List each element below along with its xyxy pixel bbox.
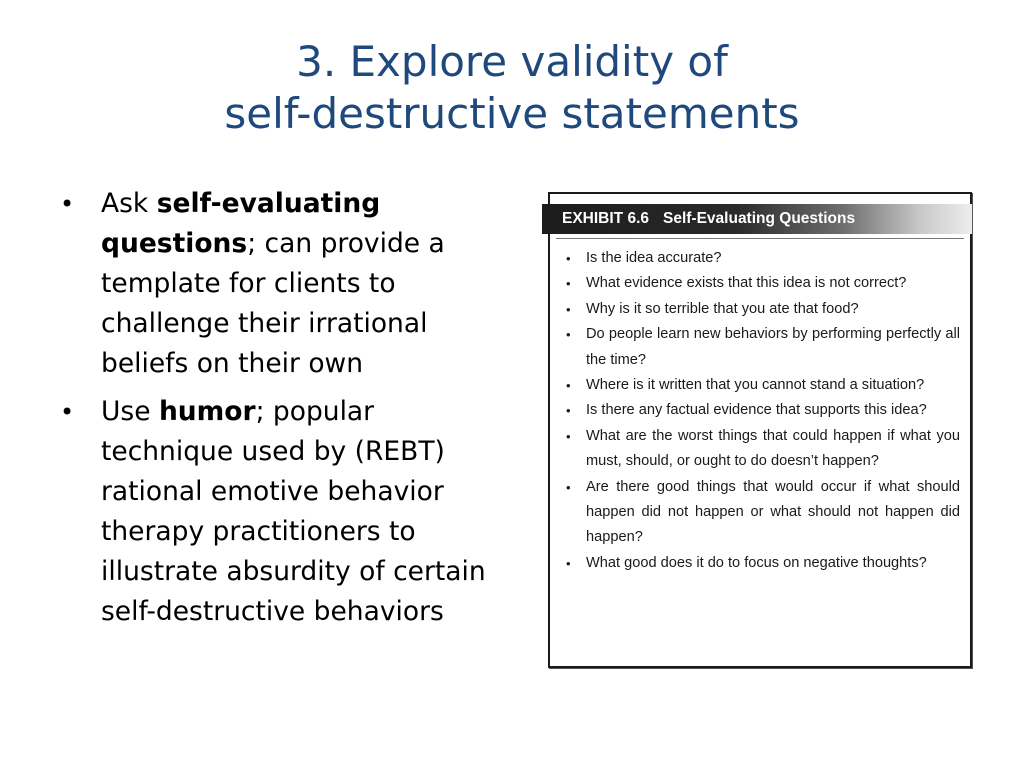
bullet-dot-icon: • [566,428,571,444]
bullet-prefix: Ask [101,188,157,219]
bullet-dot-icon: • [566,301,571,317]
exhibit-header [542,204,972,234]
exhibit-question [564,297,960,322]
exhibit-question [564,475,960,551]
exhibit-question [564,373,960,398]
exhibit-divider [556,238,964,239]
bullet-body: ; can provide a template for clients to challenge their irrational beliefs on their own [101,228,445,379]
exhibit-question-text: Where is it written that you cannot stand a situation? [586,377,925,394]
exhibit-question [564,246,960,271]
bullet-dot-icon: • [566,479,571,495]
bullet-dot-icon: • [566,251,571,266]
bullet-dot-icon: • [566,327,571,343]
exhibit-question-list [564,246,960,576]
bullet-dot-icon: • [60,190,75,218]
bullet-dot-icon: • [566,403,571,419]
bullet-item-self-evaluating [56,184,506,384]
bullet-dot-icon: • [566,555,571,571]
bullet-prefix: Use [101,396,159,427]
bullet-dot-icon: • [566,378,571,394]
bullet-bold-term: self-evaluating questions [101,188,381,259]
title-line-2: self-destructive statements [224,89,800,138]
exhibit-number: EXHIBIT 6.6 [562,210,649,227]
exhibit-question-text: What good does it do to focus on negative thoughts? [586,554,927,571]
bullet-dot-icon: • [60,398,75,426]
bullet-body: ; popular technique used by (REBT) rational emotive behavior therapy practitioners to illustrate absurdity of certain self-destructive behaviors [101,396,486,627]
exhibit-question-text: Do people learn new behaviors by performing perfectly all the time? [586,326,960,368]
exhibit-question [564,271,960,296]
exhibit-title: Self-Evaluating Questions [663,210,856,227]
exhibit-question [564,551,960,576]
exhibit-question [564,424,960,475]
exhibit-question-text: What evidence exists that this idea is not correct? [586,275,907,292]
exhibit-question [564,322,960,373]
bullet-list [56,184,506,640]
exhibit-question-text: Is the idea accurate? [586,250,722,266]
exhibit-question-text: Are there good things that would occur if what should happen did not happen or what should not happen did happen? [586,478,960,546]
bullet-dot-icon: • [566,276,571,292]
title-line-1: 3. Explore validity of [296,37,728,86]
exhibit-box [548,192,972,668]
bullet-item-humor [56,392,506,632]
bullet-bold-term: humor [158,396,256,427]
exhibit-question-text: What are the worst things that could happen if what you must, should, or ought to do doesn’t happen? [586,427,960,470]
exhibit-question-text: Why is it so terrible that you ate that food? [586,300,859,317]
slide-title [0,36,1024,140]
exhibit-question [564,398,960,423]
exhibit-question-text: Is there any factual evidence that supports this idea? [586,402,927,419]
